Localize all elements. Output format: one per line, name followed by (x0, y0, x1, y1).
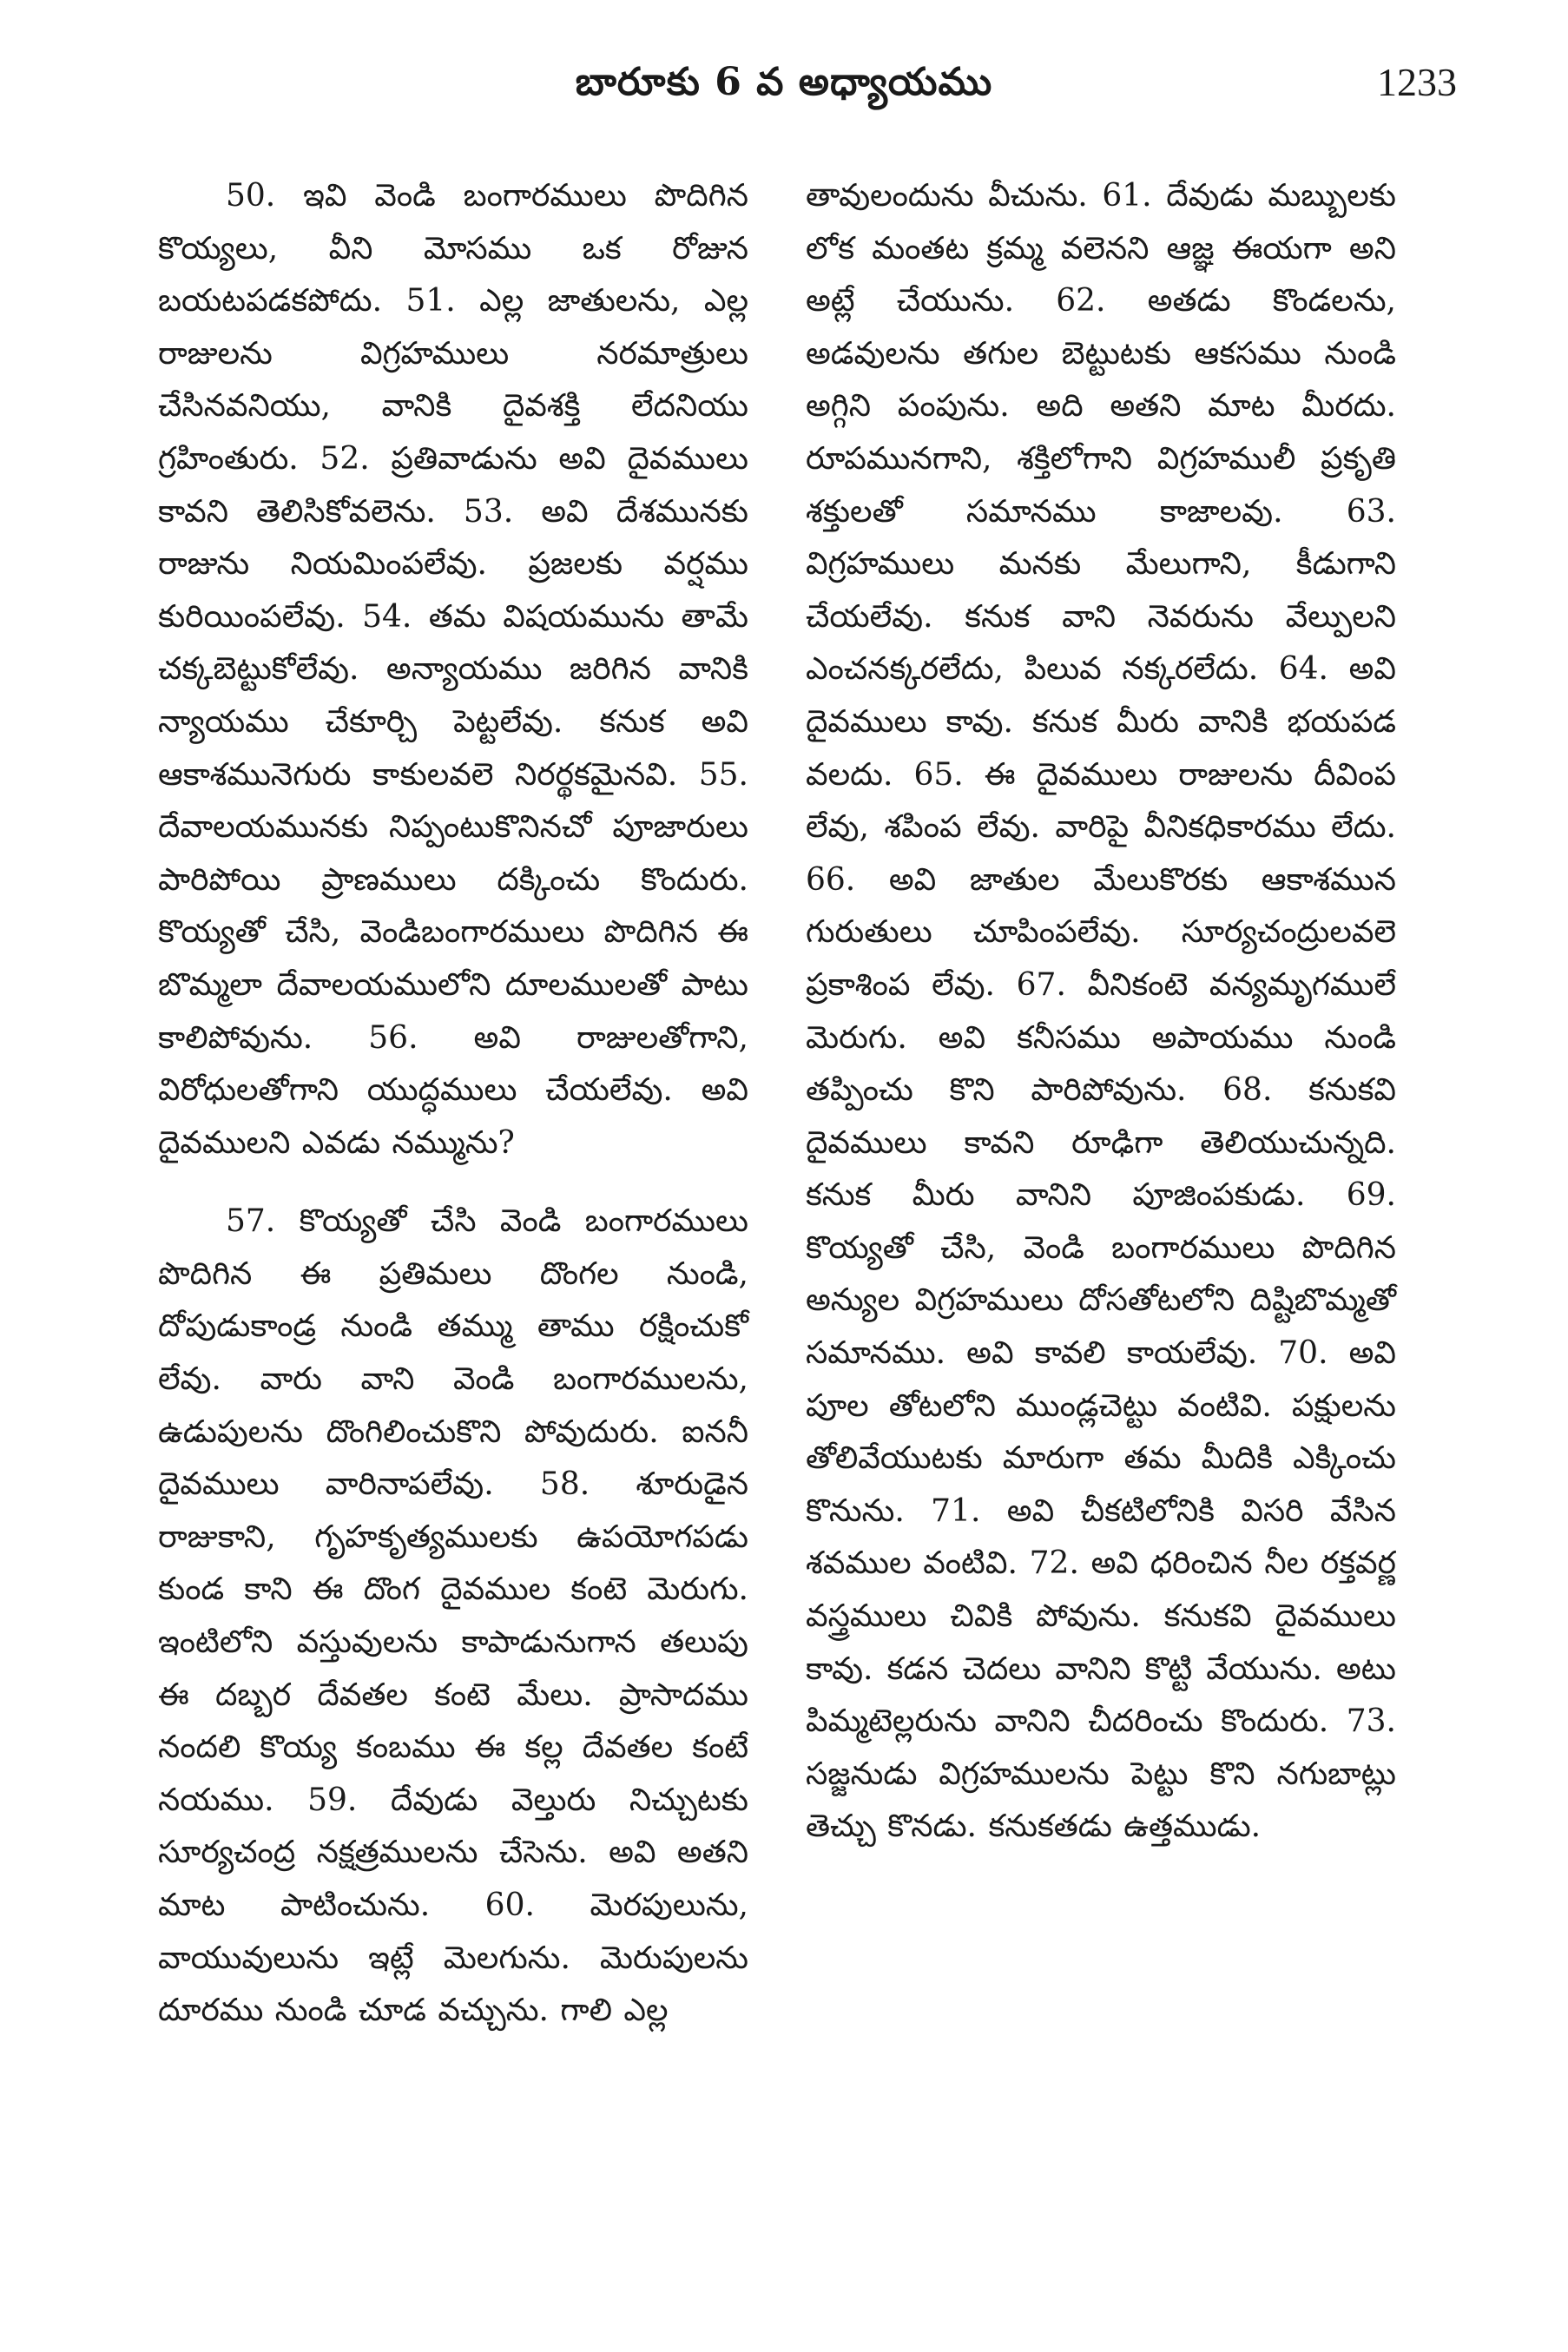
paragraph-verses-57-60: 57. కొయ్యతో చేసి వెండి బంగారములు పొదిగిన ఈ ప్రతిమలు దొంగల నుండి, దోపుడుకాండ్ర నుండి తమ్ము తాము రక్షించుకో లేవు. వారు వాని వెండి బంగారములను, ఉడుపులను దొంగిలించుకొని పోవుదురు. ఐననీ దైవములు వారినాపలేవు. 58. శూరుడైన రాజుకాని, గృహకృత్యములకు ఉపయోగపడు కుండ కాని ఈ దొంగ దైవముల కంటె మెరుగు. ఇంటిలోని వస్తువులను కాపాడునుగాన తలుపు ఈ దబ్బర దేవతల కంటె మేలు. ప్రాసాదము నందలి కొయ్య కంబము ఈ కల్ల దేవతల కంటే నయము. 59. దేవుడు వెల్తురు నిచ్చుటకు సూర్యచంద్ర నక్షత్రములను చేసెను. అవి అతని మాట పాటించును. 60. మెరపులును, వాయువులును ఇట్లే మెలగును. మెరుపులను దూరము నుండి చూడ వచ్చును. గాలి ఎల్ల (158, 1203, 748, 2029)
right-column (806, 170, 1396, 1854)
paragraph-verses-50-56: 50. ఇవి వెండి బంగారములు పొదిగిన కొయ్యలు, వీని మోసము ఒక రోజున బయటపడకపోదు. 51. ఎల్ల జాతులను, ఎల్ల రాజులను విగ్రహములు నరమాత్రులు చేసినవనియు, వానికి దైవశక్తి లేదనియు గ్రహింతురు. 52. ప్రతివాడును అవి దైవములు కావని తెలిసికోవలెను. 53. అవి దేశమునకు రాజును నియమింపలేవు. ప్రజలకు వర్షము కురియింపలేవు. 54. తమ విషయమును తామే చక్కబెట్టుకోలేవు. అన్యాయము జరిగిన వానికి న్యాయము చేకూర్చి పెట్టలేవు. కనుక అవి ఆకాశమునెగురు కాకులవలె నిరర్థకమైనవి. 55. దేవాలయమునకు నిప్పంటుకొనినచో పూజారులు పారిపోయి ప్రాణములు దక్కించు కొందురు. కొయ్యతో చేసి, వెండిబంగారములు పొదిగిన ఈ బొమ్మలా దేవాలయములోని దూలములతో పాటు కాలిపోవును. 56. అవి రాజులతోగాని, విరోధులతోగాని యుద్ధములు చేయలేవు. అవి దైవములని ఎవడు నమ్మును? (158, 178, 748, 1161)
running-header (0, 43, 1568, 122)
chapter-title: బారూకు 6 వ అధ్యాయము (575, 60, 993, 104)
paragraph-verses-60-73: తావులందును వీచును. 61. దేవుడు మబ్బులకు లోక మంతట క్రమ్మ వలెనని ఆజ్ఞ ఈయగా అని అట్లే చేయును. 62. అతడు కొండలను, అడవులను తగుల బెట్టుటకు ఆకసము నుండి అగ్గిని పంపును. అది అతని మాట మీరదు. రూపమునగాని, శక్తిలోగాని విగ్రహములీ ప్రకృతి శక్తులతో సమానము కాజాలవు. 63. విగ్రహములు మనకు మేలుగాని, కీడుగాని చేయలేవు. కనుక వాని నెవరును వేల్పులని ఎంచనక్కరలేదు, పిలువ నక్కరలేదు. 64. అవి దైవములు కావు. కనుక మీరు వానికి భయపడ వలదు. 65. ఈ దైవములు రాజులను దీవింప లేవు, శపింప లేవు. వారిపై వీనికధికారము లేదు. 66. అవి జాతుల మేలుకొరకు ఆకాశమున గురుతులు చూపింపలేవు. సూర్యచంద్రులవలె ప్రకాశింప లేవు. 67. వీనికంటె వన్యమృగములే మెరుగు. అవి కనీసము అపాయము నుండి తప్పించు కొని పారిపోవును. 68. కనుకవి దైవములు కావని రూఢిగా తెలియుచున్నది. కనుక మీరు వానిని పూజింపకుడు. 69. కొయ్యతో చేసి, వెండి బంగారములు పొదిగిన అన్యుల విగ్రహములు దోసతోటలోని దిష్టిబొమ్మతో సమానము. అవి కావలి కాయలేవు. 70. అవి పూల తోటలోని ముండ్లచెట్టు వంటివి. పక్షులను తోలివేయుటకు మారుగా తమ మీదికి ఎక్కించు కొనును. 71. అవి చీకటిలోనికి విసరి వేసిన శవముల వంటివి. 72. అవి ధరించిన నీల రక్తవర్ణ వస్త్రములు చివికి పోవును. కనుకవి దైవములు కావు. కడన చెదలు వానిని కొట్టి వేయును. అటు పిమ్మటెల్లరును వానిని చీదరించు కొందురు. 73. సజ్జనుడు విగ్రహములను పెట్టు కొని నగుబాట్లు తెచ్చు కొనడు. కనుకతడు ఉత్తముడు. (806, 178, 1396, 1845)
page-number: 1233 (1377, 60, 1457, 104)
left-column (158, 170, 748, 2038)
